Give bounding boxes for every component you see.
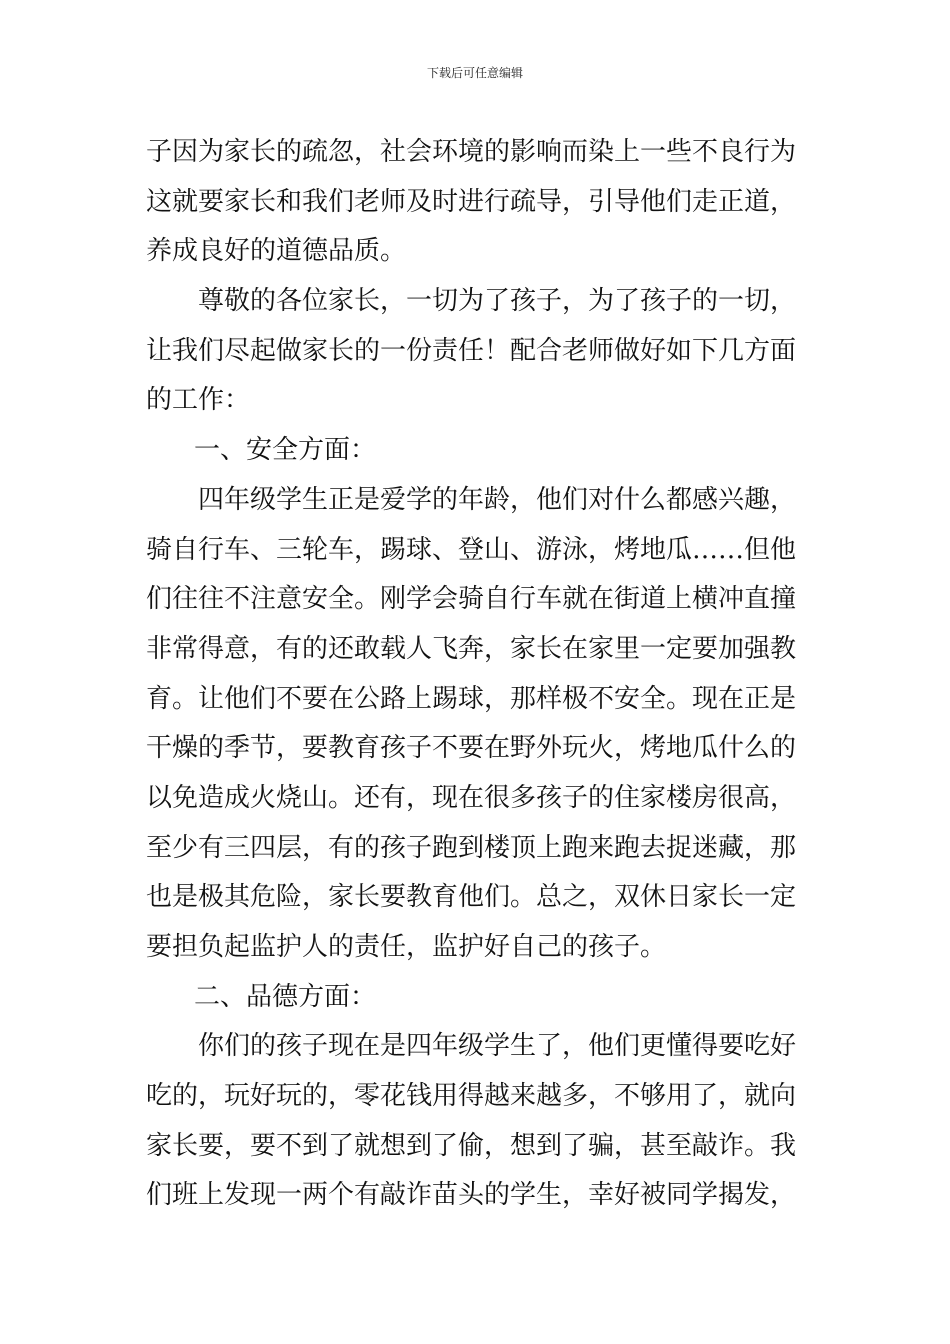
document-body — [146, 128, 810, 1221]
text-line: 吃的，玩好玩的，零花钱用得越来越多，不够用了，就向 — [146, 1081, 797, 1112]
text-line: 的工作： — [146, 385, 251, 416]
text-line: 至少有三四层，有的孩子跑到楼顶上跑来跑去捉迷藏，那 — [146, 832, 797, 863]
text-line: 以免造成火烧山。还有，现在很多孩子的住家楼房很高， — [146, 782, 797, 813]
paragraph-start: 四年级学生正是爱学的年龄，他们对什么都感兴趣， — [198, 484, 797, 515]
text-line: 也是极其危险，家长要教育他们。总之，双休日家长一定 — [146, 882, 797, 913]
page-header: 下载后可任意编辑 — [426, 66, 523, 80]
section-heading-morality: 二、品德方面： — [194, 981, 377, 1012]
text-line: 要担负起监护人的责任，监护好自己的孩子。 — [146, 932, 667, 962]
text-line: 育。让他们不要在公路上踢球，那样极不安全。现在正是 — [146, 683, 797, 714]
text-line: 养成良好的道德品质。 — [146, 236, 407, 267]
text-line: 家长要，要不到了就想到了偷，想到了骗，甚至敲诈。我 — [146, 1130, 797, 1161]
text-line: 们往往不注意安全。刚学会骑自行车就在街道上横冲直撞 — [146, 584, 797, 615]
paragraph-start: 尊敬的各位家长，一切为了孩子，为了孩子的一切， — [198, 286, 797, 317]
text-line: 让我们尽起做家长的一份责任！配合老师做好如下几方面 — [146, 335, 797, 366]
text-line: 非常得意，有的还敢载人飞奔，家长在家里一定要加强教 — [146, 633, 797, 664]
text-line: 们班上发现一两个有敲诈苗头的学生，幸好被同学揭发， — [146, 1180, 797, 1211]
text-line: 子因为家长的疏忽，社会环境的影响而染上一些不良行为 — [146, 137, 797, 167]
text-line: 干燥的季节，要教育孩子不要在野外玩火，烤地瓜什么的 — [146, 733, 797, 764]
paragraph-start: 你们的孩子现在是四年级学生了，他们更懂得要吃好 — [198, 1031, 797, 1062]
section-heading-safety: 一、安全方面： — [194, 435, 377, 466]
text-line: 骑自行车、三轮车，踢球、登山、游泳，烤地瓜……但他 — [146, 534, 797, 565]
text-line: 这就要家长和我们老师及时进行疏导，引导他们走正道， — [146, 186, 797, 217]
